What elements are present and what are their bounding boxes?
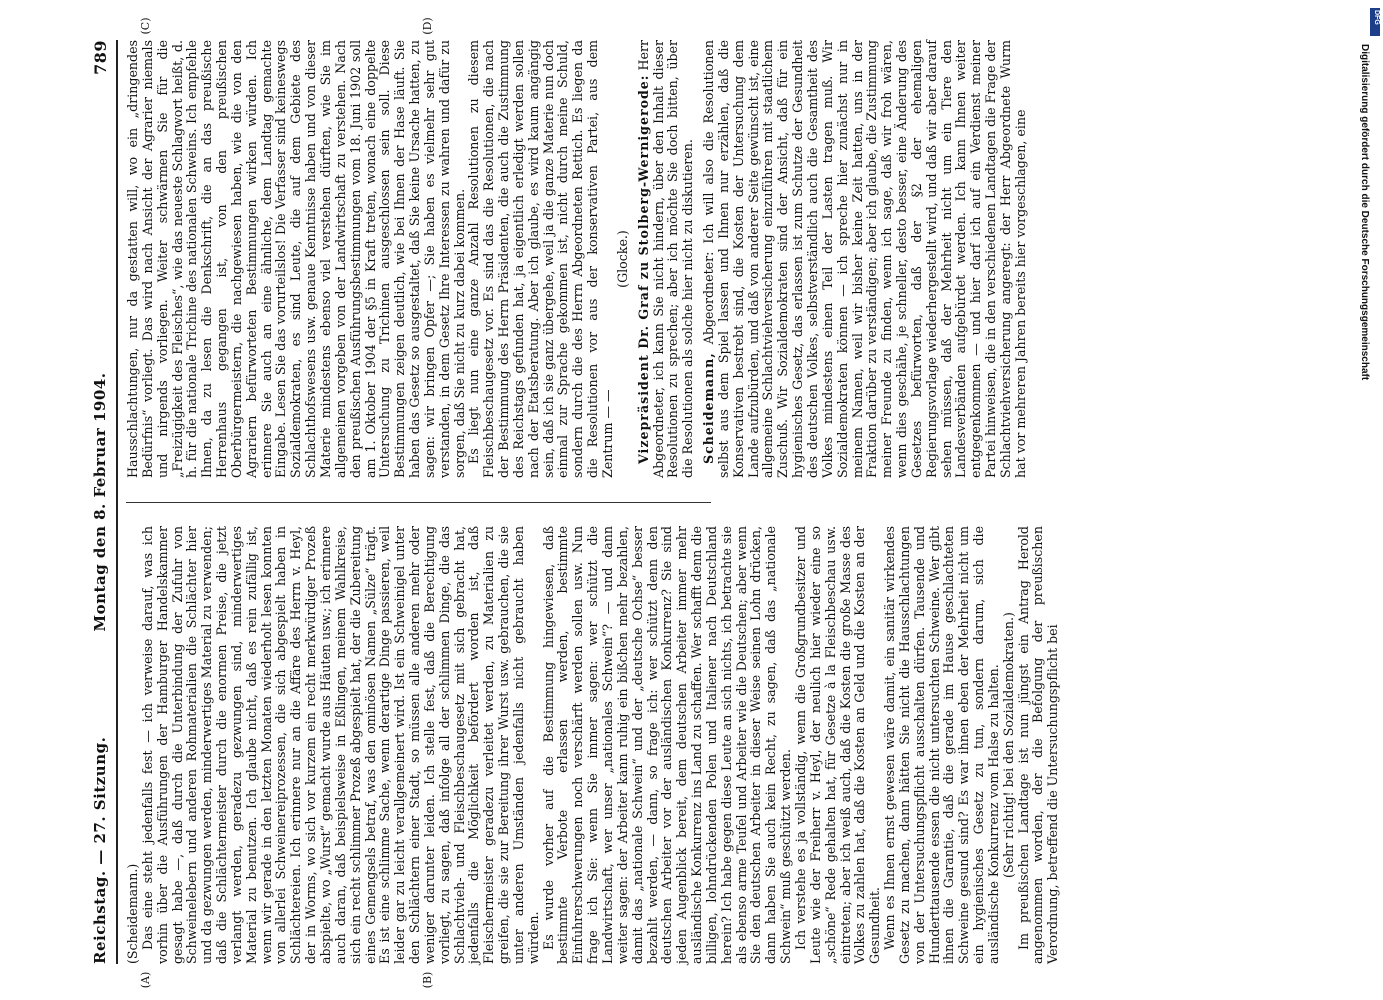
page-header [91,40,113,964]
paragraph: Wenn es Ihnen ernst gewesen wäre damit, ein sanitär wirkendes Gesetz zu machen, dann hätten Sie nicht die Hausschlachtungen von der Untersuchungspflicht ausschalten dürfen. Tausende und Hunderttausende essen die nicht untersuchten Schweine. Wer gibt ihnen die Garantie, daß die gerade im Hause geschlachteten Schweine gesund sind? Es war ihnen eben der Mehrheit nicht um ein hygienisches Gesetz zu tun, sondern darum, sich die ausländische Konkurrenz vom Halse zu halten. [882,526,1001,964]
margin-mark-c: (C) [139,17,152,35]
margin-mark-b: (B) [421,971,434,989]
left-column [125,526,1061,964]
margin-mark-a: (A) [139,971,152,989]
speaker-role: Abgeordneter: [701,251,717,345]
vice-president-remark [637,40,696,478]
speaker-text: Ich will also die Resolutionen selbst aus dem Spiel lassen und Ihnen nur erzählen, daß die Konservativen bestrebt sind, die Kosten der Untersuchung dem Lande aufzubürden, und daß von anderer Seite gewünscht ist, eine allgemeine Schlachtviehversicherung einzuführen mit staatlichem Zuschuß. Wir Sozialdemokraten sind der Ansicht, daß für ein hygienisches Gesetz, das erlassen ist zum Schutze der Gesundheit des deutschen Volkes, selbstverständlich auch die Gesamtheit des Volkes mindestens einen Teil der Lasten tragen muß. Wir Sozialdemokraten können — ich spreche hier zunächst nur in meinem Namen, weil wir bisher keine Zeit hatten, uns in der Fraktion darüber zu verständigen; aber ich glaube, die Zustimmung meiner Freunde zu finden, wenn ich sage, daß wir froh wären, wenn dies geschähe, je schneller, desto besser, eine Änderung des Gesetzes befürworten, daß der §2 der ehemaligen Regierungsvorlage wiederhergestellt wird, und daß wir aber darauf sehen müssen, daß der Mehrheit nicht um ein Tiere den Landesverbänden aufgebürdet werden. Ich kann Ihnen weiter entgegenkommen — und hier darf ich auf ein Verdienst meiner Partei hinweisen, die in den verschiedenen Landtagen die Frage der Schlachtviehversicherung angeregt: der Herr Abgeordnete Wurm hat vor mehreren Jahren bereits hier vorgeschlagen, eine [701,40,1028,478]
speaker-label: Scheidemann, [701,352,717,464]
speaker-intro: (Scheidemann.) [125,863,140,964]
dfg-logo [1370,8,1380,36]
paragraph: Ich verstehe es ja vollständig, wenn die Großgrundbesitzer und Leute wie der Freiherr v. Heyl, der neulich hier wieder eine so „schöne“ Rede gehalten hat, für Gesetze à la Fleischbeschau usw. eintreten; aber ich weiß auch, daß die Kosten die große Masse des Volkes zu zahlen hat, daß die Kosten an Geld und die Kosten an der Gesundheit. [792,526,883,964]
column-divider [126,502,711,503]
header-rule [116,40,118,964]
bell-note: (Glocke.) [614,230,630,288]
dfg-logo-text: DFG [1373,10,1380,25]
header-date: Montag den 8. Februar 1904. [91,372,109,632]
document-page [91,17,1061,989]
paragraph: Das eine steht jedenfalls fest — ich verweise darauf, was ich vorhin über die Ausführungen der Hamburger Handelskammer gesagt habe —, daß durch die Unterbindung der Zufuhr von Schweinelebern und anderen Rohmaterialien die Schlächter hier und da gezwungen werden, minderwertiges Material zu verwenden; daß die Schlächtermeister durch die enormen Preise, die jetzt verlangt werden, geradezu gezwungen sind, minderwertiges Material zu benutzen. Ich glaube nicht, daß es rein zufällig ist, wenn wir gerade in den letzten Monaten wiederholt lesen konnten von allerlei Schweinereiprozessen, die sich abgespielt haben in Schlächtereien. Ich erinnere nur an die Affäre des Herrn v. Heyl, der in Worms, wo sich vor kurzem ein recht merkwürdiger Prozeß abspielte, wo „Wurst“ gemacht wurde aus Häuten usw.; ich erinnere auch daran, daß beispielsweise in Eßlingen, meinem Wahlkreise, sich ein recht schlimmer Prozeß abgespielt hat, der die Zubereitung eines Gemengsels betraf, was den ominösen Namen „Sülze“ trägt. Es ist eine schlimme Sache, wenn derartige Dinge passieren, weil leider gar zu leicht verallgemeinert wird. Ist ein Schweinigel unter den Schlächtern einer Stadt, so müssen alle anderen mehr oder weniger darunter leiden. Ich stelle fest, daß die Berechtigung vorliegt, zu sagen, daß infolge all der schlimmen Dinge, die das Schlachtvieh- und Fleischbeschaugesetz mit sich gebracht hat, jedenfalls die Möglichkeit befördert worden ist, daß Fleischermeister geradezu verleitet werden, zu Materialien zu greifen, die sie zur Bereitung ihrer Wurst usw. gebrauchen, die sie unter anderen Umständen jedenfalls nicht gebraucht haben würden. [139,526,541,964]
digitization-note-text: Digitalisierung gefördert durch die Deutsche Forschungsgemeinschaft [1359,44,1370,381]
right-column [125,39,1028,478]
paragraph: Im preußischen Landtage ist nun jüngst ein Antrag Herold angenommen worden, der die Befolgung der preußischen Verordnung, betreffend die Untersuchungspflicht bei [1015,526,1061,964]
vice-president-text: Herr Abgeordneter, ich kann Sie nicht hindern, über den Inhalt dieser Resolutionen zu sprechen; aber ich möchte Sie doch bitten, über die Resolutionen als solche hier nicht zu diskutieren. [635,39,696,478]
paragraph: Es wurde vorher auf die Bestimmung hingewiesen, daß bestimmte Verbote erlassen werden, bestimmte Einfuhrerschwerungen noch verschärft werden sollen usw. Nun frage ich Sie: wenn Sie immer sagen: wer schützt die Landwirtschaft, wer unser „nationales Schwein“? — und dann weiter sagen: der Arbeiter kann ruhig ein bißchen mehr bezahlen, damit das „nationale Schwein“ und der „deutsche Ochse“ besser bezahlt werden, — dann, so frage ich: wer schützt denn den deutschen Arbeiter vor der ausländischen Konkurrenz? Sie sind jeden Augenblick bereit, dem deutschen Arbeiter immer mehr ausländische Konkurrenz ins Land zu schaffen. Wer schafft denn die billigen, lohndrückenden Polen und Italiener nach Deutschland herein? Ich habe gegen diese Leute an sich nichts, ich betrachte sie als ebenso arme Teufel und Arbeiter wie die Deutschen; aber wenn Sie den deutschen Arbeiter in dieser Weise seinen Lohn drücken, dann haben Sie auch kein Recht, zu sagen, daß das „nationale Schwein“ muß geschützt werden. [540,526,794,964]
header-session: Reichstag. — 27. Sitzung. [91,736,109,964]
vice-president-label: Vizepräsident Dr. Graf zu Stolberg-Wernigerode: [635,74,651,464]
digitization-note [1359,44,1371,381]
margin-mark-d: (D) [421,17,434,35]
paragraph: Es liegt nun eine ganze Anzahl Resolutionen zu diesem Fleischbeschaugesetz vor. Es sind das die Resolutionen, die nach der Bestimmung des Herrn Präsidenten, die auch die Zustimmung des Reichstags gefunden hat, ja eigentlich erledigt werden sollen nach der Etatsberatung. Aber ich glaube, es wird kaum angängig sein, daß ich sie ganz übergehe, weil ja die ganze Materie nun doch einmal zur Sprache gekommen ist, nicht durch meine Schuld, sondern durch die des Herrn Abgeordneten Rettich. Es liegen da die Resolutionen vor aus der konservativen Partei, aus dem Zentrum — — [466,40,615,478]
paragraph: Hausschlachtungen, nur da gestatten will, wo ein „dringendes Bedürfnis“ vorliegt. Das wird nach Ansicht der Agrarier niemals und nirgends vorliegen. Weiter schwärmen Sie für die „Freizügigkeit des Fleisches“, wie das neueste Schlagwort heißt, d. h. für die nationale Trichine des nationalen Schweins. Ich empfehle Ihnen, da zu lesen die Denkschrift, die an das preußische Herrenhaus gegangen ist, von den preußischen Oberbürgermeistern, die nachgewiesen haben, wie die von den Agrariern befürworteten Bestimmungen wirken würden. Ich erinnere Sie auch an eine ähnliche, dem Landtag gemachte Eingabe. Lesen Sie das vorurteilslos! Die Verfasser sind keineswegs Sozialdemokraten, es sind Leute, die auf dem Gebiete des Schlachthofswesens usw. genaue Kenntnisse haben und von dieser Materie mindestens ebenso viel verstehen dürften, wie Sie im allgemeinen vorgeben von der Landwirtschaft zu verstehen. Nach den preußischen Ausführungsbestimmungen vom 18. Juni 1902 soll am 1. Oktober 1904 der §5 in Kraft treten, wonach eine doppelte Untersuchung zu Trichinen ausgeschlossen sein soll. Diese Bestimmungen zeigen deutlich, wie bei Ihnen der Hase läuft. Sie haben das Gesetz so ausgestaltet, daß Sie keine Ursache hatten, zu sagen: wir bringen Opfer —; Sie haben es vielmehr sehr gut verstanden, in dem Gesetz Ihre Interessen zu wahren und dafür zu sorgen, daß Sie nicht zu kurz dabei kommen. [125,40,467,478]
page-number: 789 [91,40,110,75]
interjection: (Sehr richtig! bei den Sozialdemokraten.) [1000,612,1016,878]
speaker-remark [702,40,1029,478]
